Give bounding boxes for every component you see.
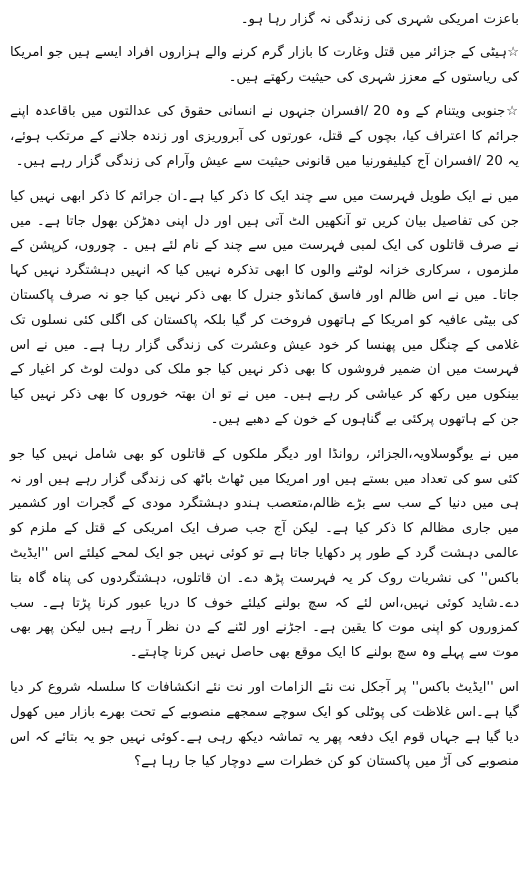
- paragraph-opening-line: باعزت امریکی شہری کی زندگی نہ گزار رہا ہو۔: [240, 12, 519, 27]
- paragraph-haiti: ☆ہیٹی کے جزائر میں قتل وغارت کا بازار گرم کرنے والے ہزاروں افراد ایسے ہیں جو امریکا کی ریاستوں کے معزز شہری کی حیثیت رکھتے ہیں۔: [10, 44, 519, 85]
- paragraph-long-list: میں نے ایک طویل فہرست میں سے چند ایک کا ذکر کیا ہے۔ان جرائم کا ذکر ابھی نہیں کیا جن کی تفاصیل بیان کریں تو آنکھیں الٹ آتی ہیں اور دل اپنی دھڑکن بھول جاتا ہے۔ میں نے صرف قاتلوں کی ایک لمبی فہرست میں سے چند کے نام لئے ہیں ۔ چوروں، کرپشن کے ملزموں ، سرکاری خزانہ لوٹنے والوں کا ابھی تذکرہ نہیں کیا کہ انہیں دہشتگرد نہیں کہا جاتا۔ میں نے اس ظالم اور فاسق کمانڈو جنرل کا بھی ذکر نہیں کیا جو نہ صرف پاکستان کی بیٹی عافیہ کو امریکا کے ہاتھوں فروخت کر گیا بلکہ پاکستان کی اگلی کئی نسلوں تک غلامی کے چنگل میں پھنسا کر خود عیش وعشرت کی زندگی گزار رہا ہے۔ میں نے اس فہرست میں ان ضمیر فروشوں کا بھی ذکر نہیں کیا جو ملک کی دولت لوٹ کر اغیار کے بینکوں میں رکھ کر عیاشی کر رہے ہیں۔ میں نے تو ان بھتہ خوروں کا بھی ذکر نہیں کیا جن کے ہاتھوں پرکئی بے گناہوں کے خون کے دھبے ہیں۔: [10, 188, 519, 427]
- paragraph-idiot-box: اس ''ایڈیٹ باکس'' پر آجکل نت نئے الزامات اور نت نئے انکشافات کا سلسلہ شروع کر دیا گیا ہے۔اس غلاظت کی پوٹلی کو ایک سوچے سمجھے منصوبے کے تحت بھرے بازار میں کھول دیا گیا ہے جہاں قوم ایک دفعہ پھر یہ تماشہ دیکھ رہی ہے۔کوئی نہیں جو یہ بتائے کہ اس منصوبے کی آڑ میں پاکستان کو کن خطرات سے دوچار کیا جا رہا ہے؟: [10, 679, 519, 770]
- paragraph-other-countries: میں نے یوگوسلاویہ،الجزائر، روانڈا اور دیگر ملکوں کے قاتلوں کو بھی شامل نہیں کیا جو کئی سو کی تعداد میں بستے ہیں اور امریکا میں ٹھاٹ باٹھ کی زندگی گزار رہے ہیں اور نہ ہی میں دنیا کے سب سے بڑے ظالم،متعصب ہندو دہشتگرد مودی کے گجرات اور کشمیر میں جاری مظالم کا ذکر کیا ہے۔ لیکن آج جب صرف ایک امریکی کے قتل کے ملزم کو عالمی دہشت گرد کے طور پر دکھایا جاتا ہے تو کوئی نہیں جو ایک لمحے کیلئے اس ''ایڈیٹ باکس'' کی نشریات روک کر یہ فہرست پڑھ دے۔ ان قاتلوں، دہشتگردوں کی پناہ گاہ بتا دے۔شاید کوئی نہیں،اس لئے کہ سچ بولنے کیلئے خوف کا دریا عبور کرنا پڑتا ہے۔ سب کمزوروں کو اپنی موت کا یقین ہے۔ اجڑنے اور لٹنے کے دن نظر آ رہے ہیں لیکن پھر بھی موت سے پہلے وہ سچ بولنے کا ایک موقع بھی حاصل نہیں کرنا چاہتے۔: [10, 446, 519, 661]
- paragraph-vietnam: ☆جنوبی ویتنام کے وہ 20 /افسران جنہوں نے انسانی حقوق کی عدالتوں میں باقاعدہ اپنے جرائم کا اعتراف کیا، بچوں کے قتل، عورتوں کی آبروریزی اور زندہ جلانے کے مرتکب ہوئے، یہ 20 /افسران آج کیلیفورنیا میں قانونی حیثیت سے عیش وآرام کی زندگی گزار رہے ہیں۔: [10, 104, 519, 169]
